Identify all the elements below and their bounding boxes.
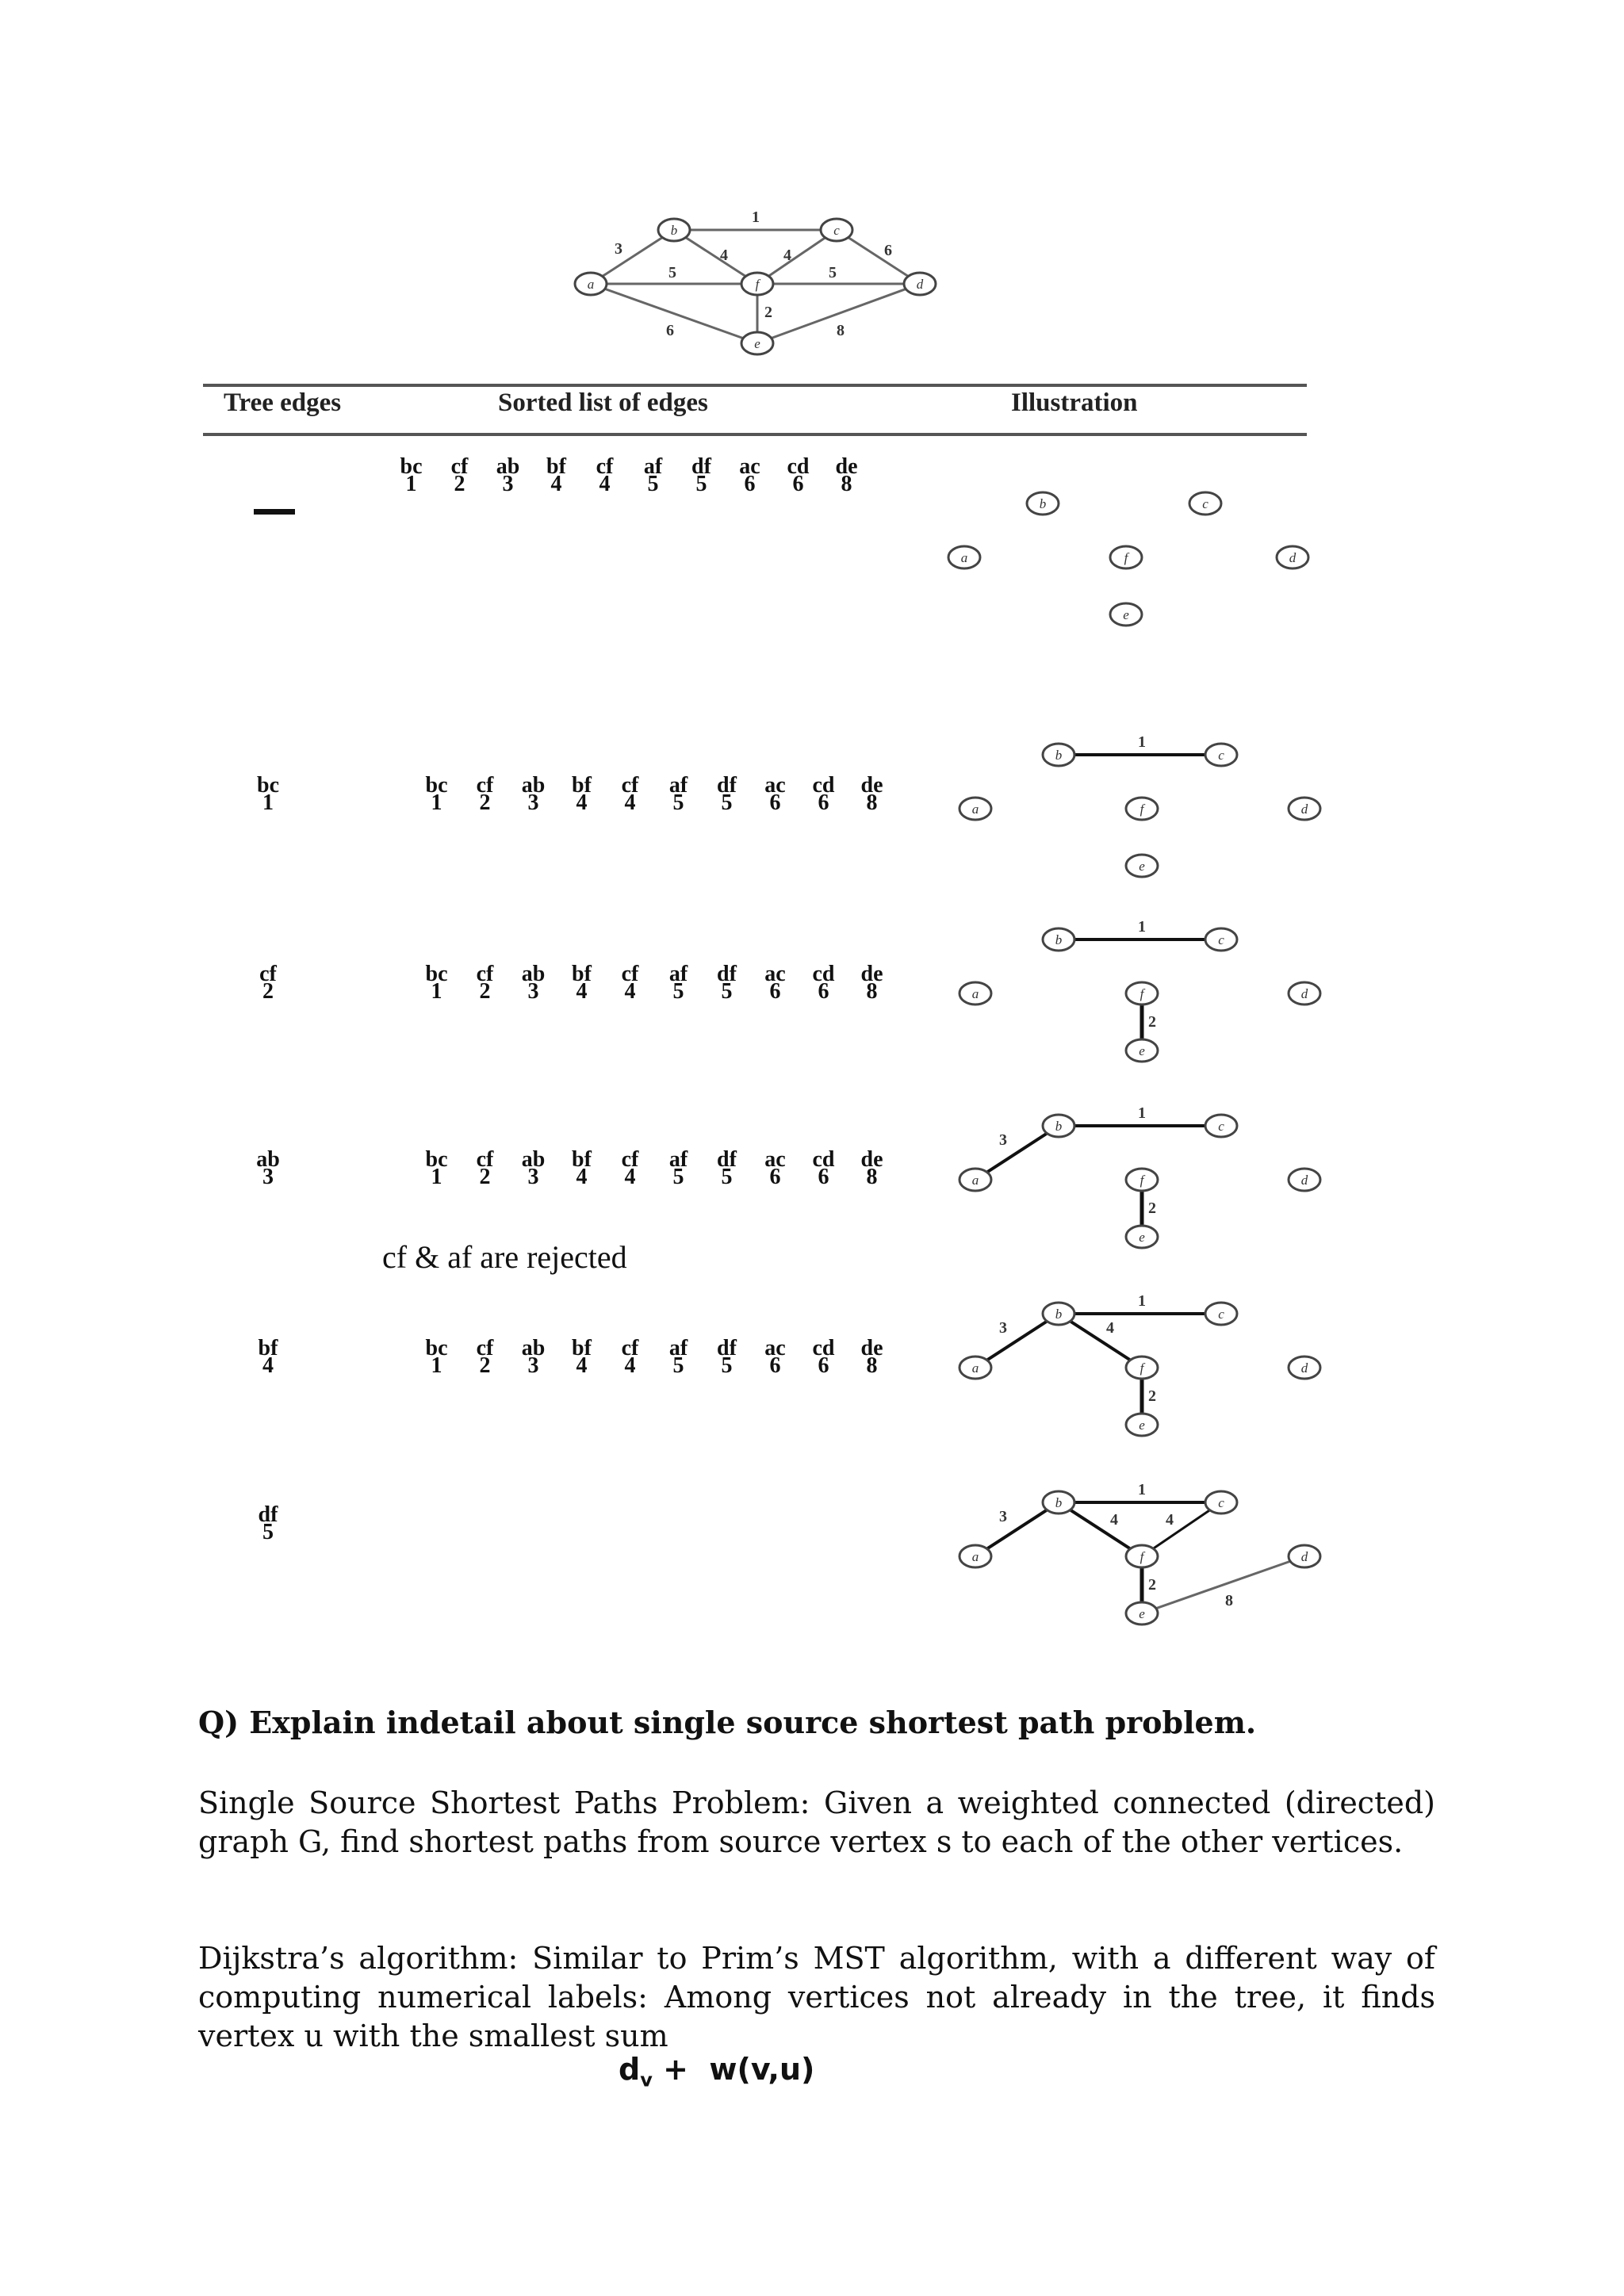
edge-cell: bf 4 <box>572 1147 592 1189</box>
edge-cell: df 5 <box>717 773 737 815</box>
svg-text:c: c <box>1218 1119 1224 1134</box>
svg-text:1: 1 <box>1138 918 1146 936</box>
tree-edge-bc: bc 1 <box>257 773 279 815</box>
edge-cell: ab 3 <box>521 962 546 1004</box>
header-sorted-list: Sorted list of edges <box>498 388 708 417</box>
svg-text:b: b <box>1055 1119 1063 1134</box>
svg-text:e: e <box>1139 1043 1145 1058</box>
header-illustration: Illustration <box>1011 388 1138 417</box>
edge-cell: cf 2 <box>476 773 494 815</box>
edge-cell: ac 6 <box>764 1147 786 1189</box>
svg-text:2: 2 <box>1148 1013 1156 1031</box>
svg-text:c: c <box>833 223 840 238</box>
header-tree-edges: Tree edges <box>224 388 342 417</box>
svg-text:5: 5 <box>668 264 676 281</box>
svg-text:8: 8 <box>837 322 845 339</box>
svg-text:c: c <box>1202 496 1208 511</box>
formula-subscript: v <box>640 2068 653 2091</box>
paragraph-dijkstra: Dijkstra’s algorithm: Similar to Prim’s MST algorithm, with a different way of computing numerical labels: Among vertices not already in the tree, it finds vertex u with the smallest sum <box>198 1941 1435 2053</box>
edge-cell: bf 4 <box>572 773 592 815</box>
svg-text:b: b <box>1039 496 1047 511</box>
rejected-note: cf & af are rejected <box>382 1239 627 1275</box>
formula-rest: + w(v,u) <box>652 2052 815 2087</box>
edge-cell: de 8 <box>860 773 883 815</box>
edge-cell: ac 6 <box>764 1336 786 1378</box>
svg-text:6: 6 <box>884 242 892 259</box>
edge-cell: cf 4 <box>621 1147 639 1189</box>
svg-text:d: d <box>1300 802 1308 817</box>
edge-cell: ac 6 <box>764 962 786 1004</box>
svg-text:e: e <box>1139 859 1145 874</box>
illustration-2 <box>944 916 1332 1074</box>
svg-text:4: 4 <box>1106 1319 1114 1337</box>
svg-text:d: d <box>916 277 924 292</box>
edge-cell: bc 1 <box>425 1336 448 1378</box>
formula <box>619 2052 814 2091</box>
illustration-4 <box>944 1290 1332 1448</box>
edge-cell: cd 6 <box>812 1336 835 1378</box>
edge-cell: cf 4 <box>596 454 614 496</box>
edge-cell: ab 3 <box>521 1336 546 1378</box>
edge-cell: cf 2 <box>450 454 469 496</box>
illustration-3 <box>944 1102 1332 1261</box>
edge-cell: ab 3 <box>521 773 546 815</box>
illustration-5 <box>944 1479 1332 1637</box>
edge-cell: bf 4 <box>546 454 566 496</box>
svg-text:a: a <box>971 1360 979 1376</box>
svg-text:4: 4 <box>1166 1511 1174 1529</box>
svg-text:6: 6 <box>666 322 674 339</box>
edge-cell: bf 4 <box>572 962 592 1004</box>
svg-text:f: f <box>1124 550 1128 565</box>
svg-text:f: f <box>755 277 760 292</box>
svg-text:1: 1 <box>1138 1481 1146 1498</box>
illustration-0 <box>936 480 1324 638</box>
tree-edge-ab: ab 3 <box>256 1147 280 1189</box>
svg-text:f: f <box>1139 986 1144 1001</box>
svg-text:1: 1 <box>1138 1104 1146 1122</box>
svg-text:c: c <box>1218 1307 1224 1322</box>
svg-text:2: 2 <box>1148 1387 1156 1405</box>
svg-text:a: a <box>971 1173 979 1188</box>
svg-text:f: f <box>1139 1360 1144 1376</box>
svg-text:e: e <box>1139 1606 1145 1621</box>
edge-cell: af 5 <box>668 1147 688 1189</box>
svg-text:2: 2 <box>1148 1576 1156 1594</box>
edge-cell: de 8 <box>860 962 883 1004</box>
svg-text:f: f <box>1139 1549 1144 1564</box>
svg-text:d: d <box>1300 1360 1308 1376</box>
svg-text:5: 5 <box>829 264 837 281</box>
edge-cell: df 5 <box>717 1147 737 1189</box>
edge-cell: cf 2 <box>476 1336 494 1378</box>
illustration-1 <box>944 731 1332 890</box>
svg-text:3: 3 <box>615 240 622 258</box>
svg-text:e: e <box>1123 607 1129 622</box>
edge-cell: ac 6 <box>764 773 786 815</box>
svg-text:b: b <box>670 223 678 238</box>
svg-text:4: 4 <box>720 247 728 264</box>
edge-cell: df 5 <box>717 962 737 1004</box>
edge-cell: cf 2 <box>476 1147 494 1189</box>
tree-edge-df: df 5 <box>258 1502 278 1544</box>
edge-cell: bf 4 <box>572 1336 592 1378</box>
svg-text:d: d <box>1300 1549 1308 1564</box>
svg-text:a: a <box>587 277 595 292</box>
svg-text:3: 3 <box>999 1508 1007 1525</box>
svg-text:a: a <box>971 1549 979 1564</box>
edge-cell: bc 1 <box>400 454 423 496</box>
edge-cell: bc 1 <box>425 773 448 815</box>
edge-cell: de 8 <box>860 1336 883 1378</box>
edge-cell: cd 6 <box>787 454 810 496</box>
sorted-edge-list-row-4 <box>412 1336 896 1378</box>
svg-text:d: d <box>1289 550 1297 565</box>
svg-text:a: a <box>971 802 979 817</box>
edge-cell: de 8 <box>835 454 858 496</box>
svg-text:f: f <box>1139 1173 1144 1188</box>
tree-edge-dash <box>254 509 295 515</box>
svg-text:b: b <box>1055 1307 1063 1322</box>
tree-edge-bf: bf 4 <box>258 1336 278 1378</box>
svg-text:d: d <box>1300 1173 1308 1188</box>
paragraph-problem-definition: Single Source Shortest Paths Problem: Given a weighted connected (directed) graph G, find shortest paths from source vertex s to each of the other vertices. <box>198 1785 1435 1859</box>
edge-cell: cd 6 <box>812 773 835 815</box>
svg-text:e: e <box>1139 1230 1145 1245</box>
edge-cell: cf 4 <box>621 962 639 1004</box>
svg-text:c: c <box>1218 748 1224 763</box>
svg-text:e: e <box>1139 1418 1145 1433</box>
svg-text:1: 1 <box>1138 733 1146 751</box>
svg-text:d: d <box>1300 986 1308 1001</box>
svg-text:a: a <box>971 986 979 1001</box>
svg-text:f: f <box>1139 802 1144 817</box>
sorted-edge-list-row-2 <box>412 962 896 1004</box>
edge-cell: bc 1 <box>425 1147 448 1189</box>
edge-cell: cd 6 <box>812 962 835 1004</box>
table-header-rule <box>203 433 1307 436</box>
svg-text:3: 3 <box>999 1319 1007 1337</box>
sorted-edge-list-row-0 <box>387 454 871 496</box>
svg-text:c: c <box>1218 932 1224 947</box>
svg-text:b: b <box>1055 932 1063 947</box>
formula-d: d <box>619 2052 641 2087</box>
edge-cell: df 5 <box>691 454 711 496</box>
svg-text:3: 3 <box>999 1131 1007 1149</box>
edge-cell: af 5 <box>668 773 688 815</box>
edge-cell: ac 6 <box>739 454 760 496</box>
edge-cell: cf 2 <box>476 962 494 1004</box>
edge-cell: cf 4 <box>621 1336 639 1378</box>
svg-text:2: 2 <box>1148 1200 1156 1217</box>
svg-text:b: b <box>1055 748 1063 763</box>
edge-cell: cd 6 <box>812 1147 835 1189</box>
question-heading: Q) Explain indetail about single source shortest path problem. <box>198 1705 1257 1740</box>
sorted-edge-list-row-1 <box>412 773 896 815</box>
svg-text:4: 4 <box>1110 1511 1118 1529</box>
edge-cell: df 5 <box>717 1336 737 1378</box>
edge-cell: ab 3 <box>521 1147 546 1189</box>
tree-edge-cf: cf 2 <box>259 962 277 1004</box>
edge-cell: cf 4 <box>621 773 639 815</box>
edge-cell: af 5 <box>668 962 688 1004</box>
svg-text:1: 1 <box>1138 1292 1146 1310</box>
edge-cell: af 5 <box>668 1336 688 1378</box>
svg-text:b: b <box>1055 1495 1063 1510</box>
sorted-edge-list-row-3 <box>412 1147 896 1189</box>
svg-text:4: 4 <box>783 247 791 264</box>
edge-cell: bc 1 <box>425 962 448 1004</box>
svg-text:e: e <box>754 336 760 351</box>
edge-cell: ab 3 <box>496 454 520 496</box>
table-top-rule <box>203 384 1307 387</box>
svg-text:1: 1 <box>752 209 760 226</box>
edge-cell: af 5 <box>643 454 663 496</box>
svg-text:8: 8 <box>1225 1592 1233 1609</box>
svg-text:c: c <box>1218 1495 1224 1510</box>
svg-text:2: 2 <box>764 304 772 321</box>
svg-text:a: a <box>960 550 968 565</box>
main-graph <box>555 202 967 369</box>
edge-cell: de 8 <box>860 1147 883 1189</box>
